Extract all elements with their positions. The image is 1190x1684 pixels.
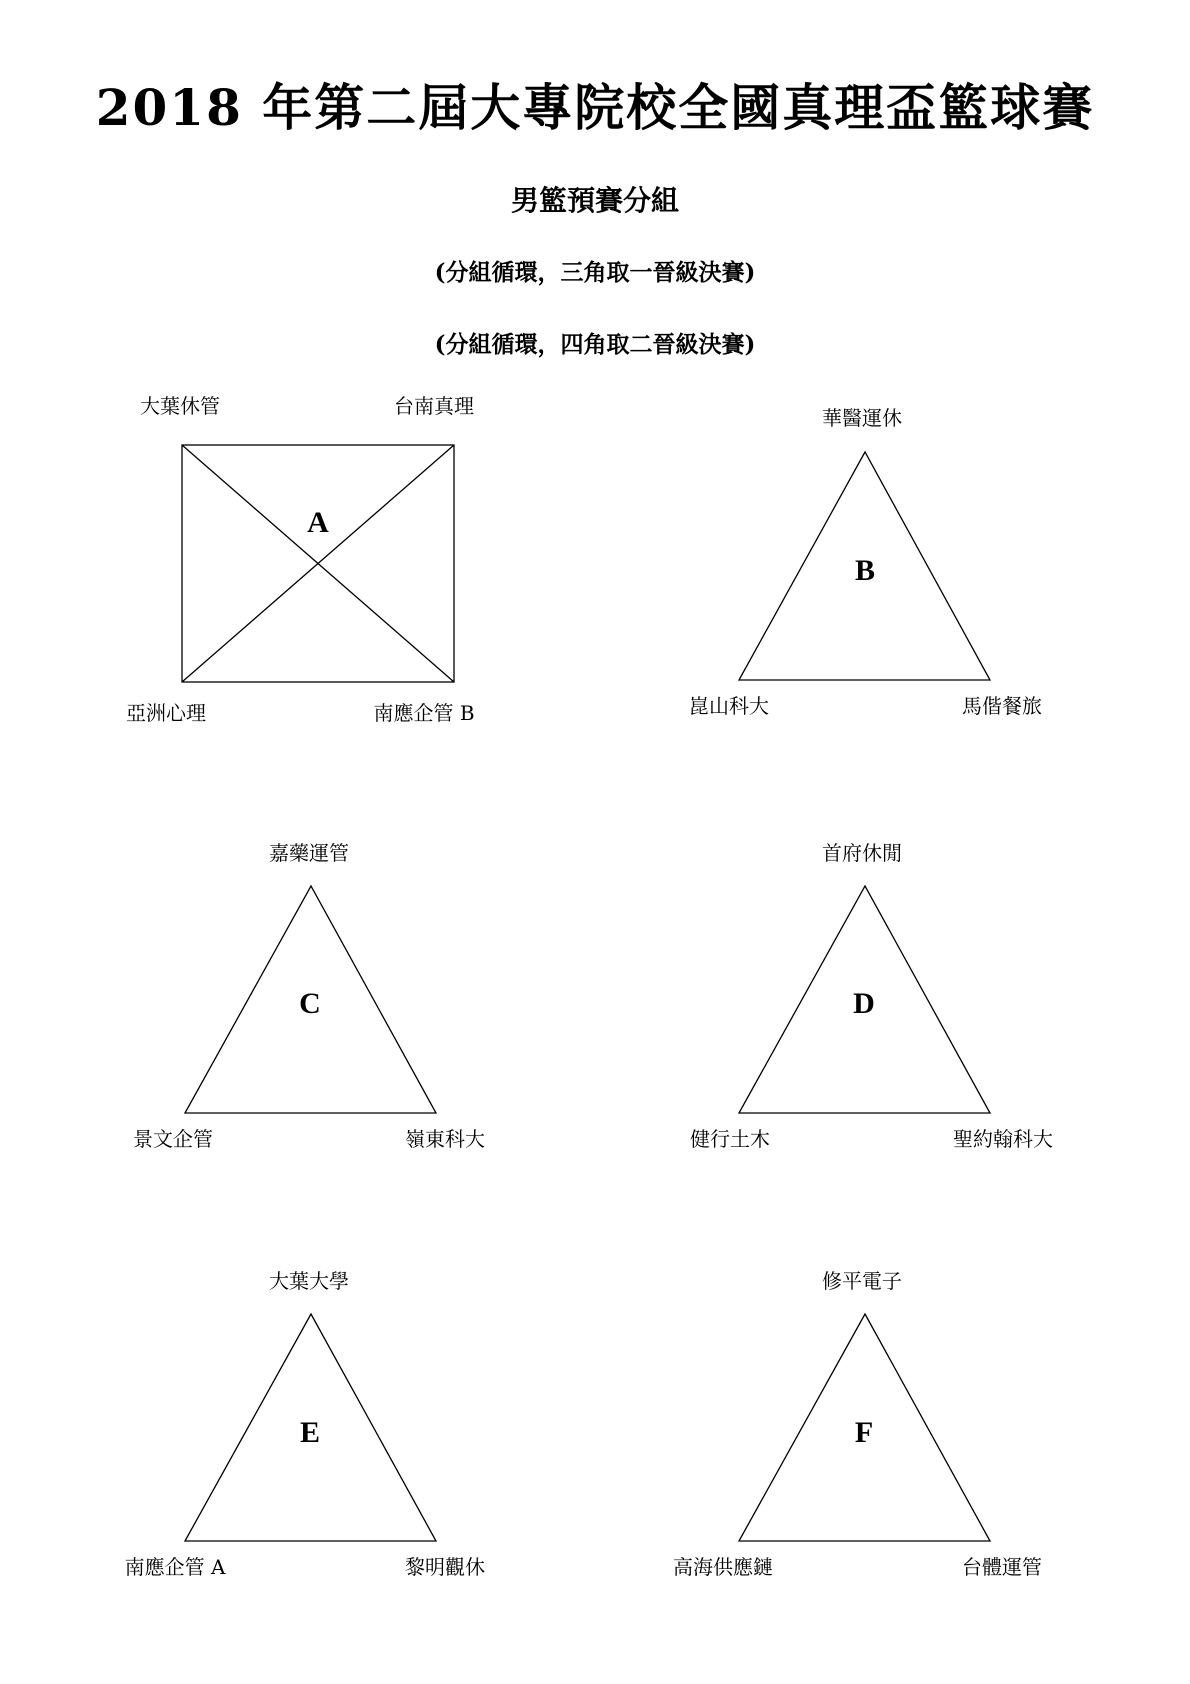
group-e-team-bottom-left: 南應企管 A	[124, 1555, 226, 1579]
group-f-team-top: 修平電子	[822, 1269, 902, 1293]
group-b-label: B	[854, 554, 876, 587]
group-e-label: E	[299, 1416, 321, 1449]
group-e-team-bottom-right: 黎明觀休	[405, 1555, 485, 1579]
group-c-label: C	[299, 987, 321, 1020]
group-f-team-bottom-left: 高海供應鏈	[673, 1555, 773, 1579]
group-a-team-bottom-right: 南應企管 B	[373, 701, 475, 725]
group-d-label: D	[853, 987, 875, 1020]
group-d	[690, 841, 1053, 1151]
group-b-team-bottom-right: 馬偕餐旅	[962, 694, 1042, 718]
group-d-team-bottom-right: 聖約翰科大	[953, 1127, 1053, 1151]
group-f-team-bottom-right: 台體運管	[962, 1555, 1042, 1579]
group-b	[689, 406, 1042, 718]
group-a-team-top-left: 大葉休管	[140, 394, 220, 418]
group-c-team-bottom-right: 嶺東科大	[405, 1127, 485, 1151]
group-e-team-top: 大葉大學	[269, 1269, 349, 1293]
group-b-team-top: 華醫運休	[822, 406, 902, 430]
group-c-team-bottom-left: 景文企管	[133, 1127, 213, 1151]
group-d-team-top: 首府休閒	[822, 841, 902, 865]
group-a	[126, 394, 475, 725]
group-b-team-bottom-left: 崑山科大	[689, 694, 769, 718]
group-c-team-top: 嘉藥運管	[269, 841, 349, 865]
document-title: 2018 年第二屆大專院校全國真理盃籃球賽	[95, 78, 1095, 137]
group-c	[133, 841, 485, 1151]
group-f-label: F	[854, 1416, 874, 1449]
rule-note-three-team: (分組循環，三角取一晉級決賽)	[434, 259, 756, 286]
document-subtitle: 男籃預賽分組	[510, 184, 679, 217]
group-a-team-top-right: 台南真理	[394, 394, 474, 418]
group-d-team-bottom-left: 健行土木	[690, 1127, 770, 1151]
group-a-team-bottom-left: 亞洲心理	[126, 701, 206, 725]
group-a-label: A	[307, 506, 329, 539]
group-f	[673, 1269, 1042, 1579]
group-e	[125, 1269, 485, 1579]
rule-note-four-team: (分組循環，四角取二晉級決賽)	[434, 331, 756, 358]
